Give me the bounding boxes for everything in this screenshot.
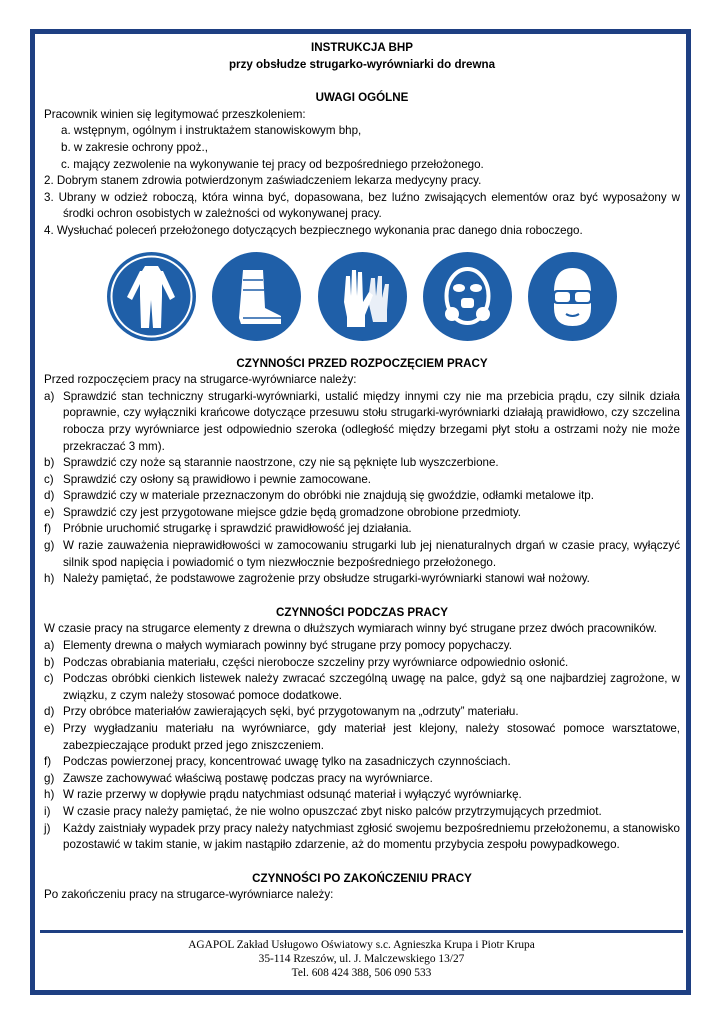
list-item	[44, 787, 680, 804]
footer	[40, 938, 683, 981]
list-item-mark: d)	[44, 705, 55, 719]
protective-gloves-icon	[318, 252, 407, 341]
list-item	[44, 389, 680, 455]
list-item	[44, 771, 680, 788]
list-item-mark: g)	[44, 771, 55, 785]
list-item-text: W razie przerwy w dopływie prądu natychmiast odsunąć materiał i wyłączyć wyrówniarkę.	[63, 788, 522, 802]
general-heading: UWAGI OGÓLNE	[315, 91, 409, 105]
list-item-text: W czasie pracy należy pamiętać, że nie wolno opuszczać zbyt nisko palców przytrzymujących przedmiot.	[63, 804, 602, 818]
general-item: 4. Wysłuchać poleceń przełożonego dotyczących bezpiecznego wykonania prac danego dnia roboczego.	[44, 223, 583, 237]
list-item-mark: e)	[44, 505, 55, 519]
list-item-text: Przy wygładzaniu materiału na wyrówniarce, gdy materiał jest klejony, należy stosować pomoce warsztatowe, zabezpieczające produkt przed jego zniszczeniem.	[63, 722, 680, 752]
safety-boots-icon	[212, 252, 301, 341]
list-item-text: Podczas obrabiania materiału, części nierobocze szczeliny przy wyrówniarce odpowiednio osłonić.	[63, 655, 569, 669]
list-item-mark: i)	[44, 804, 51, 818]
footer-phone: Tel. 608 424 388, 506 090 533	[291, 967, 432, 980]
list-item-mark: e)	[44, 722, 55, 735]
general-sub-item: c. mający zezwolenie na wykonywanie tej pracy od bezpośredniego przełożonego.	[61, 157, 484, 171]
list-item-mark: d)	[44, 489, 55, 503]
before-heading: CZYNNOŚCI PRZED ROZPOCZĘCIEM PRACY	[236, 356, 488, 370]
general-item: 3. Ubrany w odzież roboczą, która winna być, dopasowana, bez luźno zwisających elementów oraz być wyposażony w środki ochron osobistych w zależności od wykonywanej pracy.	[44, 190, 680, 221]
respirator-mask-icon	[423, 252, 512, 341]
general-sub-item: b. w zakresie ochrony ppoż.,	[61, 140, 208, 154]
list-item-mark: g)	[44, 539, 55, 553]
ppe-icons-row	[107, 252, 617, 342]
list-item	[44, 472, 680, 489]
list-item-text: Sprawdzić czy w materiale przeznaczonym do obróbki nie znajdują się gwoździe, odłamki metalowe itp.	[63, 489, 594, 503]
list-item-mark: c)	[44, 672, 54, 686]
list-item-text: Przy obróbce materiałów zawierających sęki, być przygotowanym na „odrzuty” materiału.	[63, 705, 519, 719]
during-intro: W czasie pracy na strugarce elementy z drewna o dłuższych wymiarach winny być strugane przez dwóch pracowników.	[44, 622, 657, 636]
document-title: INSTRUKCJA BHP	[311, 41, 413, 54]
list-item	[44, 538, 680, 571]
list-item	[44, 521, 680, 538]
list-item	[44, 704, 680, 721]
list-item-text: Sprawdzić stan techniczny strugarki-wyrówniarki, ustalić między innymi czy nie ma przebicia prądu, czy silnik działa poprawnie, czy wyłączniki krańcowe dotyczące przesuwu stołu strugarki-wyrówniarki działają prawidłowo, czy szczelina robocza przy wyrówniarce jest odpowiednio szeroka (odległość między brzegami płyt stołu a ostrzami noży nie może przekraczać 3 mm).	[63, 389, 680, 453]
list-item-text: Elementy drewna o małych wymiarach powinny być strugane przy pomocy popychaczy.	[63, 639, 512, 653]
footer-divider	[40, 930, 683, 933]
list-item	[44, 488, 680, 505]
list-item-text: Każdy zaistniały wypadek przy pracy należy natychmiast zgłosić swojemu bezpośredniemu przełożonemu, a stanowisko pozostawić w takim stanie, w jakim nastąpiło zdarzenie, aż do momentu przybycia zespołu powypadkowego.	[63, 821, 680, 852]
general-intro: Pracownik winien się legitymować przeszkoleniem:	[44, 107, 306, 121]
after-intro: Po zakończeniu pracy na strugarce-wyrówniarce należy:	[44, 888, 334, 902]
list-item-mark: b)	[44, 655, 55, 669]
list-item-text: Sprawdzić czy osłony są prawidłowo i pewnie zamocowane.	[63, 472, 372, 486]
list-item-text: Należy pamiętać, że podstawowe zagrożenie przy obsłudze strugarki-wyrówniarki stanowi wał nożowy.	[63, 572, 590, 586]
during-heading: CZYNNOŚCI PODCZAS PRACY	[276, 605, 448, 619]
list-item	[44, 671, 680, 704]
list-item	[44, 721, 680, 754]
list-item-mark: c)	[44, 472, 54, 486]
list-item	[44, 821, 680, 854]
protective-clothing-icon	[107, 252, 196, 341]
before-intro: Przed rozpoczęciem pracy na strugarce-wyrówniarce należy:	[44, 373, 357, 387]
list-item-text: Podczas obróbki cienkich listewek należy zwracać szczególną uwagę na palce, gdyż są one najbardziej zagrożone, w związku, z czym należy stosować pomoce dodatkowe.	[63, 672, 680, 702]
footer-company: AGAPOL Zakład Usługowo Oświatowy s.c. Agnieszka Krupa i Piotr Krupa	[188, 939, 535, 951]
list-item-text: Podczas powierzonej pracy, koncentrować uwagę tylko na zasadniczych czynnościach.	[63, 755, 511, 769]
general-item: 2. Dobrym stanem zdrowia potwierdzonym zaświadczeniem lekarza medycyny pracy.	[44, 174, 482, 188]
list-item	[44, 455, 680, 472]
list-item-mark: f)	[44, 755, 52, 769]
list-item-text: W razie zauważenia nieprawidłowości w zamocowaniu strugarki lub jej nienaturalnych drgań w czasie pracy, wyłączyć silnik spod napięcia i powiadomić o tym niezwłocznie bezpośredniego przełożonego.	[63, 539, 680, 569]
list-item-mark: h)	[44, 788, 55, 802]
list-item-mark: a)	[44, 639, 55, 653]
list-item-mark: h)	[44, 572, 55, 586]
list-item	[44, 754, 680, 771]
list-item-text: Próbnie uruchomić strugarkę i sprawdzić prawidłowość jej działania.	[63, 522, 412, 536]
document-subtitle: przy obsłudze strugarko-wyrówniarki do drewna	[228, 57, 496, 71]
list-item-text: Zawsze zachowywać właściwą postawę podczas pracy na wyrówniarce.	[63, 771, 433, 785]
list-item-text: Sprawdzić czy noże są starannie naostrzone, czy nie są pęknięte lub wyszczerbione.	[63, 456, 499, 470]
list-item-mark: f)	[44, 522, 52, 536]
list-item-mark: a)	[44, 389, 55, 403]
list-item	[44, 505, 680, 522]
safety-goggles-icon	[528, 252, 617, 341]
after-heading: CZYNNOŚCI PO ZAKOŃCZENIU PRACY	[252, 871, 472, 885]
list-item	[44, 571, 680, 588]
list-item	[44, 655, 680, 672]
list-item-mark: j)	[44, 821, 51, 835]
general-sub-item: a. wstępnym, ogólnym i instruktażem stanowiskowym bhp,	[61, 124, 362, 138]
list-item	[44, 638, 680, 655]
instruction-document	[44, 40, 680, 904]
footer-address: 35-114 Rzeszów, ul. J. Malczewskiego 13/27	[258, 953, 465, 966]
list-item	[44, 804, 680, 821]
list-item-mark: b)	[44, 456, 55, 470]
list-item-text: Sprawdzić czy jest przygotowane miejsce gdzie będą gromadzone obrobione przedmioty.	[63, 505, 521, 519]
